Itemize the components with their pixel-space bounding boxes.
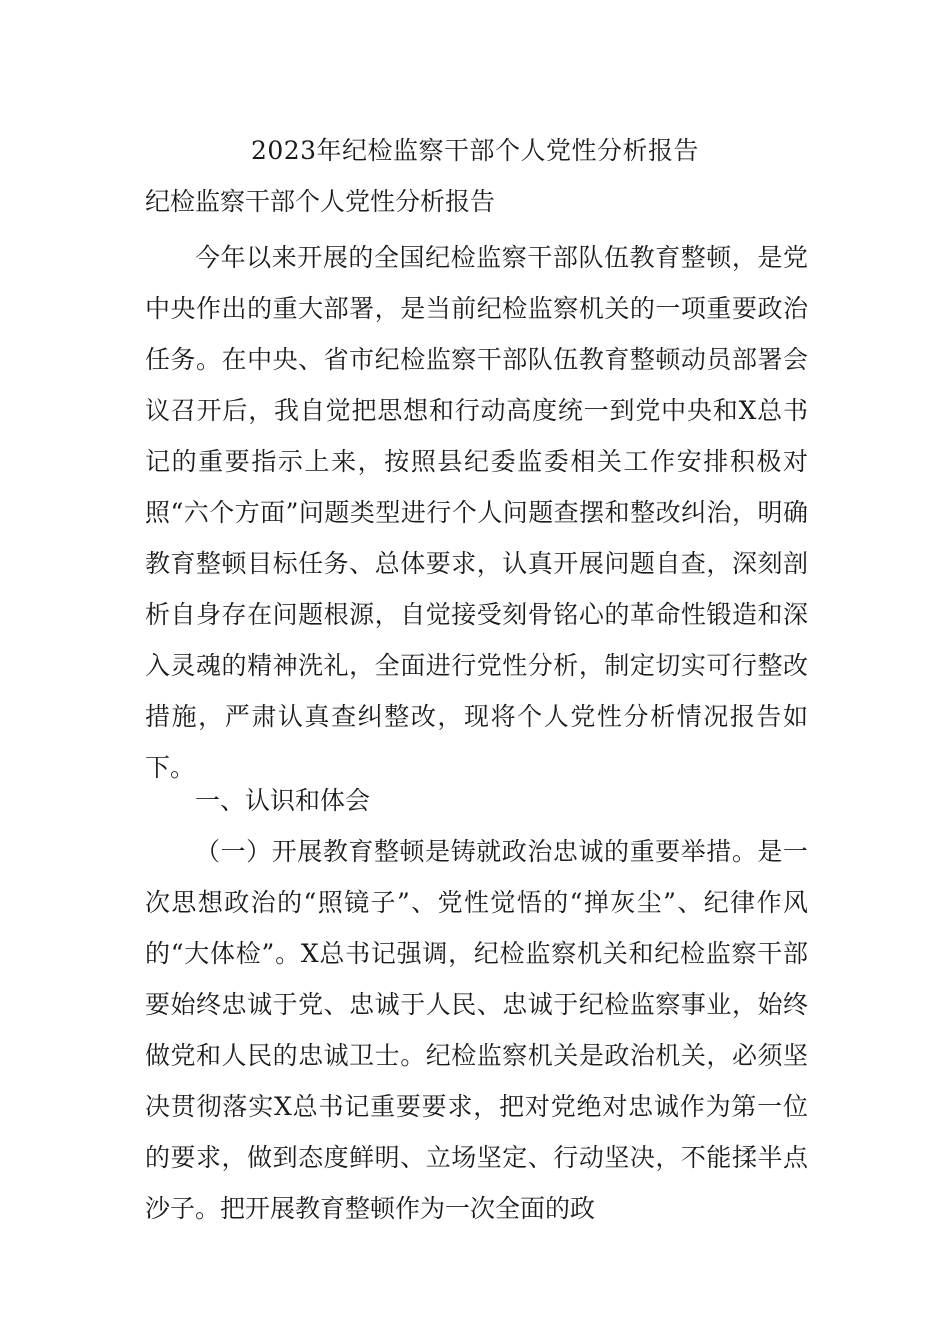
section-heading: 一、认识和体会 [195,786,371,815]
document-subtitle: 纪检监察干部个人党性分析报告 [145,187,496,216]
document-title: 2023年纪检监察干部个人党性分析报告 [250,136,700,165]
section-paragraph: （一）开展教育整顿是铸就政治忠诚的重要举措。是一次思想政治的“照镜子”、党性觉悟的“掸灰尘”、纪律作风的“大体检”。X总书记强调，纪检监察机关和纪检监察干部要始终忠诚于党、忠诚于人民、忠诚于纪检监察事业，始终做党和人民的忠诚卫士。纪检监察机关是政治机关，必须坚决贯彻落实X总书记重要要求，把对党绝对忠诚作为第一位的要求，做到态度鲜明、立场坚定、行动坚决，不能揉半点沙子。把开展教育整顿作为一次全面的政 [145,837,808,1223]
intro-paragraph: 今年以来开展的全国纪检监察干部队伍教育整顿，是党中央作出的重大部署，是当前纪检监察机关的一项重要政治任务。在中央、省市纪检监察干部队伍教育整顿动员部署会议召开后，我自觉把思想和行动高度统一到党中央和X总书记的重要指示上来，按照县纪委监委相关工作安排积极对照“六个方面”问题类型进行个人问题查摆和整改纠治，明确教育整顿目标任务、总体要求，认真开展问题自查，深刻剖析自身存在问题根源，自觉接受刻骨铭心的革命性锻造和深入灵魂的精神洗礼，全面进行党性分析，制定切实可行整改措施，严肃认真查纠整改，现将个人党性分析情况报告如下。 [145,243,808,782]
